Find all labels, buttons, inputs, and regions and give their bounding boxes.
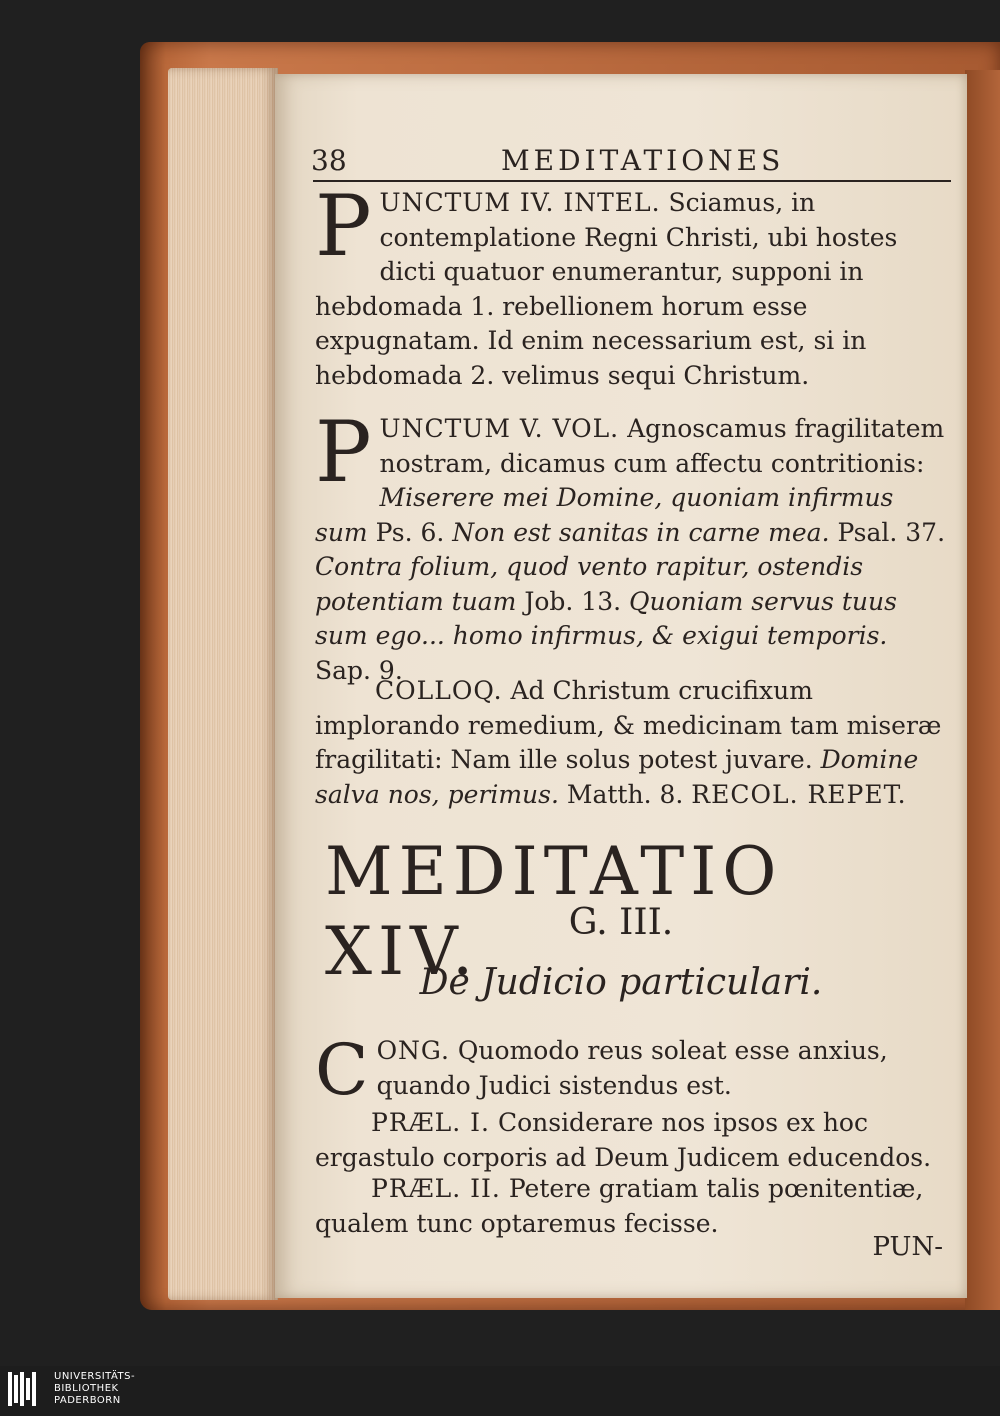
praeludium-2 — [315, 1172, 951, 1241]
page-header — [311, 144, 951, 178]
page-edges — [168, 68, 278, 1300]
meditation-subtitle: De Judicio particulari. — [419, 962, 823, 1003]
library-logo-icon — [8, 1372, 48, 1410]
prael-text: Considerare nos ipsos ex hoc ergastulo corporis ad Deum Judicem educendos. — [315, 1108, 932, 1172]
scripture-ref: Job. 13. — [524, 586, 622, 616]
running-title: MEDITATIONES — [501, 144, 785, 177]
meditation-title: MEDITATIO XIV. — [325, 833, 783, 990]
scripture-quote: Non est sanitas in carne mea. — [452, 517, 830, 547]
cover-edge — [965, 70, 1000, 1310]
punctum-5 — [315, 403, 951, 688]
page-number: 38 — [311, 144, 347, 177]
library-footer — [0, 1366, 1000, 1416]
drop-cap: P — [315, 403, 372, 501]
scripture-ref: Psal. 37. — [837, 517, 946, 547]
drop-cap: C — [315, 1029, 369, 1111]
colloquium — [315, 674, 951, 812]
punctum-heading: UNCTUM V. VOL. — [379, 414, 620, 443]
prael-label: PRÆL. I. — [371, 1108, 490, 1137]
colloq-text: Ad Christum crucifixum implorando remedium, & medicinam tam miseræ fragilitati: Nam ille solus potest juvare. — [315, 676, 942, 774]
prael-text: Petere gratiam talis pœnitentiæ, qualem tunc optaremus fecisse. — [315, 1174, 924, 1238]
scripture-quote: Quoniam servus tuus sum ego... homo infirmus, & exigui temporis. — [315, 586, 897, 650]
congressus — [315, 1029, 951, 1111]
header-rule — [313, 180, 951, 182]
scripture-quote: Contra folium, quod vento rapitur, ostendis potentiam tuam — [315, 552, 864, 616]
colloq-ref: Matth. 8. — [566, 779, 684, 809]
punctum-4 — [315, 177, 951, 393]
drop-cap: P — [315, 177, 372, 275]
punctum-text: Sciamus, in contemplatione Regni Christi, ubi hostes dicti quatuor enumerantur, supponi in hebdomada 1. rebellionem horum esse expugnatam. Id enim necessarium est, si in hebdomada 2. velimus sequi Christum. — [315, 188, 898, 390]
colloq-quote: Domine salva nos, perimus. — [315, 745, 919, 809]
library-name: UNIVERSITÄTS- BIBLIOTHEK PADERBORN — [54, 1371, 136, 1406]
cong-text: Quomodo reus soleat esse anxius, quando Judici sistendus est. — [376, 1036, 888, 1100]
scripture-ref: Sap. 9. — [315, 655, 403, 685]
meditation-week: G. III. — [568, 902, 674, 943]
cong-heading: ONG. — [376, 1036, 450, 1065]
prael-label: PRÆL. II. — [371, 1174, 501, 1203]
colloq-tail: RECOL. REPET. — [691, 779, 907, 809]
book-page — [275, 74, 967, 1298]
scripture-ref: Ps. 6. — [375, 517, 445, 547]
punctum-text: Agnoscamus fragilitatem nostram, dicamus cum affectu contritionis: — [379, 414, 945, 478]
colloq-label: COLLOQ. — [375, 676, 503, 705]
praeludium-1 — [315, 1106, 951, 1175]
catchword: PUN- — [872, 1232, 943, 1262]
punctum-heading: UNCTUM IV. INTEL. — [379, 188, 661, 217]
scripture-quote: Miserere mei Domine, quoniam infirmus sum — [315, 483, 894, 547]
